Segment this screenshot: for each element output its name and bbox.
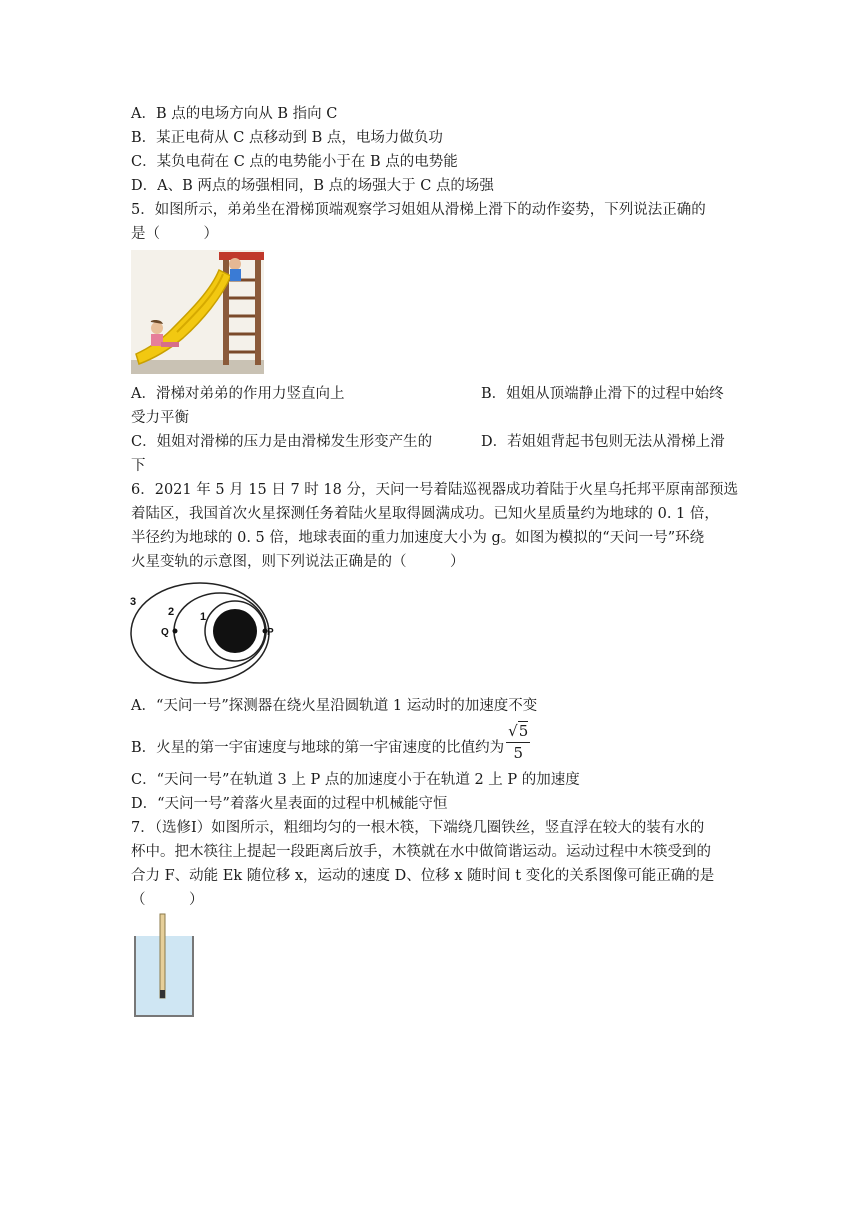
chopstick — [160, 914, 165, 998]
point-q-label: Q — [161, 627, 169, 638]
q7-stem-line2: 杯中。把木筷往上提起一段距离后放手，木筷就在水中做简谐运动。运动过程中木筷受到的 — [131, 844, 711, 860]
iron-wire — [160, 990, 165, 998]
q6-stem-line4: 火星变轨的示意图，则下列说法正确是的（ ） — [131, 554, 465, 570]
q5-option-a: A．滑梯对弟弟的作用力竖直向上 — [131, 386, 345, 402]
q7-stem-line3: 合力 F、动能 Ek 随位移 x，运动的速度 D、位移 x 随时间 t 变化的关系图像可能正确的是 — [131, 868, 715, 884]
q4-option-d: D．A、B 两点的场强相同，B 点的场强大于 C 点的场强 — [131, 178, 494, 194]
mars-orbit-diagram — [127, 578, 272, 690]
orbit-1-label: 1 — [200, 611, 207, 623]
q5-stem-line1: 5．如图所示，弟弟坐在滑梯顶端观察学习姐姐从滑梯上滑下的动作姿势，下列说法正确的 — [131, 202, 706, 218]
q5-option-b-cont: 受力平衡 — [131, 410, 189, 426]
q6-stem-line3: 半径约为地球的 0. 5 倍，地球表面的重力加速度大小为 g。如图为模拟的“天问一号”环绕 — [131, 530, 705, 546]
q5-option-b: B．姐姐从顶端静止滑下的过程中始终 — [481, 386, 724, 402]
q5-option-d-cont: 下 — [131, 458, 146, 474]
fraction-denominator: 5 — [513, 744, 523, 762]
sqrt-symbol: √ — [508, 722, 518, 740]
q7-stem-line1: 7．（选修Ⅰ）如图所示，粗细均匀的一根木筷，下端绕几圈铁丝，竖直浮在较大的装有水的 — [131, 820, 705, 836]
orbit-3-label: 3 — [130, 596, 137, 608]
orbit-2-label: 2 — [168, 606, 175, 618]
q6-option-b — [131, 722, 530, 769]
chopstick-in-cup-figure — [131, 912, 197, 1020]
point-q — [173, 629, 178, 634]
q6-option-b-text: B．火星的第一宇宙速度与地球的第一宇宙速度的比值约为 — [131, 740, 505, 756]
q5-option-c: C．姐姐对滑梯的压力是由滑梯发生形变产生的 — [131, 434, 433, 450]
mars-planet — [213, 609, 257, 653]
q6-stem-line1: 6．2021 年 5 月 15 日 7 时 18 分，天问一号着陆巡视器成功着陆于火星乌托邦平原南部预选 — [131, 482, 738, 498]
q4-option-c: C．某负电荷在 C 点的电势能小于在 B 点的电势能 — [131, 154, 458, 170]
fraction-sqrt5-over-5 — [506, 721, 530, 763]
q5-stem-line2: 是（ ） — [131, 226, 218, 242]
q4-option-b: B．某正电荷从 C 点移动到 B 点，电场力做负功 — [131, 130, 443, 146]
point-p-label: P — [267, 627, 274, 638]
q4-option-a: A．B 点的电场方向从 B 指向 C — [131, 106, 338, 122]
fraction-numerator: 5 — [518, 722, 529, 740]
q6-option-a: A．“天问一号”探测器在绕火星沿圆轨道 1 运动时的加速度不变 — [131, 698, 538, 714]
q6-option-c: C．“天问一号”在轨道 3 上 P 点的加速度小于在轨道 2 上 P 的加速度 — [131, 772, 580, 788]
q7-stem-line4: （ ） — [131, 892, 204, 908]
q6-stem-line2: 着陆区，我国首次火星探测任务着陆火星取得圆满成功。已知火星质量约为地球的 0. 1 倍， — [131, 506, 719, 522]
slide-photo — [131, 250, 264, 374]
q5-option-d: D．若姐姐背起书包则无法从滑梯上滑 — [481, 434, 725, 450]
q6-option-d: D．“天问一号”着落火星表面的过程中机械能守恒 — [131, 796, 448, 812]
